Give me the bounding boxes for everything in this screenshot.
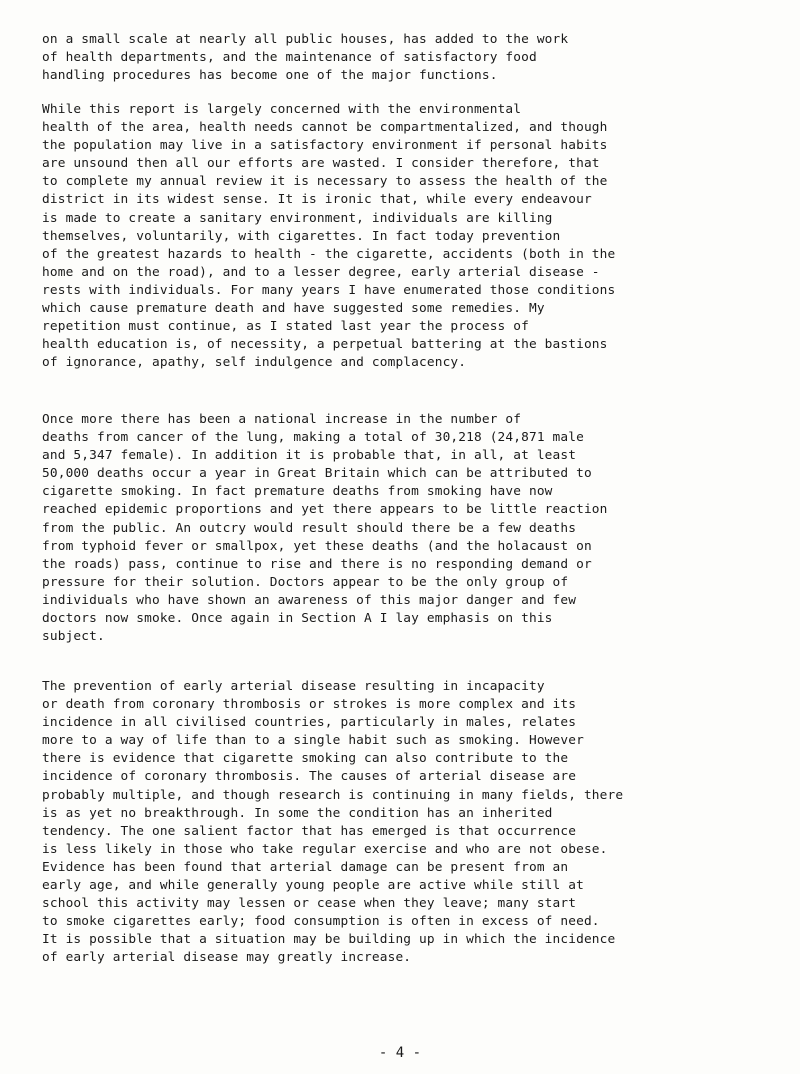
- paragraph-lung-cancer: Once more there has been a national increase in the number of deaths from cancer of the lung, making a total of 30,218 (24,871 male and 5,347 female). In addition it is probable that, in all, at least 50,000 deaths occur a year in Great Britain which can be attributed to cigarette smoking. In fact premature deaths from smoking have now reached epidemic proportions and yet there appears to be little reaction from the public. An outcry would result should there be a few deaths from typhoid fever or smallpox, yet these deaths (and the holacaust on the roads) pass, continue to rise and there is no responding demand or pressure for their solution. Doctors appear to be the only group of individuals who have shown an awareness of this major danger and few doctors now smoke. Once again in Section A I lay emphasis on this subject.: [42, 412, 608, 645]
- paragraph-environmental-health: While this report is largely concerned with the environmental health of the area, health needs cannot be compartmentalized, and though the population may live in a satisfactory environment if personal habits are unsound then all our efforts are wasted. I consider therefore, that to complete my annual review it is necessary to assess the health of the district in its widest sense. It is ironic that, while every endeavour is made to create a sanitary environment, individuals are killing themselves, voluntarily, with cigarettes. In fact today prevention of the greatest hazards to health - the cigarette, accidents (both in the home and on the road), and to a lesser degree, early arterial disease - rests with individuals. For many years I have enumerated those conditions which cause premature death and have suggested some remedies. My repetition must continue, as I stated last year the process of health education is, of necessity, a perpetual battering at the bastions of ignorance, apathy, self indulgence and complacency.: [42, 102, 616, 371]
- paragraph-food-handling: on a small scale at nearly all public houses, has added to the work of health departments, and the maintenance of satisfactory food handling procedures has become one of the major functions.: [42, 32, 569, 84]
- page-number: - 4 -: [378, 1045, 422, 1061]
- paragraph-arterial-disease: The prevention of early arterial disease resulting in incapacity or death from coronary thrombosis or strokes is more complex and its incidence in all civilised countries, particularly in males, relates more to a way of life than to a single habit such as smoking. However there is evidence that cigarette smoking can also contribute to the incidence of coronary thrombosis. The causes of arterial disease are probably multiple, and though research is continuing in many fields, there is as yet no breakthrough. In some the condition has an inherited tendency. The one salient factor that has emerged is that occurrence is less likely in those who take regular exercise and who are not obese. Evidence has been found that arterial damage can be present from an early age, and while generally young people are active while still at school this activity may lessen or cease when they leave; many start to smoke cigarettes early; food consumption is often in excess of need. It is possible that a situation may be building up in which the incidence of early arterial disease may greatly increase.: [42, 679, 624, 966]
